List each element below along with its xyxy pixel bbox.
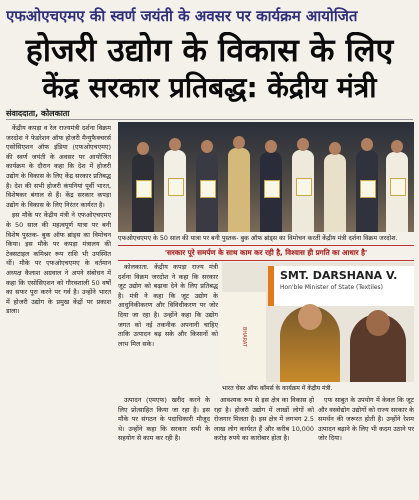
- book-plaque: [200, 180, 216, 198]
- lead-paragraph-2: इस मौके पर केंद्रीय मंत्री ने एफओएचएमए के 50 साल की महत्वपूर्ण यात्रा पर बनी विशेष पुस्तक- बुक ऑफ ब्रांड्स का विमोचन किया। इस मौके पर कपड़ा मंत्रालय की टेक्सटाइल कमिश्नर रूप राशि भी उपस्थित थीं। मौके पर एफओएचएमए के वर्तमान अध्यक्ष कैलाश अग्रवाल ने अपने संबोधन में कहा कि एसोसिएशन को गौरवशाली 50 वर्षों का सफर पूरा करने पर गर्व है। उन्होंने भारत में होजरी उद्योग के प्रमुख केंद्रों पर प्रकाश डाला।: [6, 211, 111, 316]
- minister-event-photo: [222, 262, 414, 382]
- column-a-text: उत्पादन (एमएफ) खरीद करने के लिए प्रोत्साहित किया जा रहा है। इस मौके पर संगठन के पदाधिकारी मौजूद थे। उन्होंने कहा कि सरकार सभी के सहयोग से काम कर रही है।: [118, 396, 210, 443]
- person-figure: [228, 148, 250, 232]
- book-plaque: [168, 178, 184, 196]
- article-column-a: [118, 396, 210, 496]
- column-b-text: आवश्यक रूप से इस क्षेत्र का विकास हो रहा है। होजरी उद्योग में लाखों लोगों को रोजगार मिलता है। इस क्षेत्र में लगभग 2.5 लाख लोग कार्यरत हैं और करीब 10,000 करोड़ रुपये का कारोबार होता है।: [214, 396, 314, 443]
- jute-paragraph: कोलकाता. केंद्रीय कपड़ा राज्य मंत्री दर्शना विक्रम जरदोश ने कहा कि सरकार जूट उद्योग को बढ़ावा देने के लिए प्रतिबद्ध है। मंत्री ने कहा कि जूट उद्योग के आधुनिकीकरण और विविधीकरण पर जोर दिया जा रहा है। उन्होंने कहा कि उद्योग जगत को नई तकनीक अपनानी चाहिए ताकि उत्पादन बढ़ सके और किसानों को लाभ मिल सके।: [118, 263, 218, 348]
- official-figure: [350, 314, 406, 382]
- event-banner: [268, 266, 414, 306]
- article-column-b: [214, 396, 314, 496]
- lead-article-column: [6, 124, 111, 494]
- column-c-text: एफ साबुत के उपयोग में केवल कि जूट और वस्त्रोद्योग उद्योगों को राज्य सरकार के समर्थन की जरूरत होती है। उन्होंने रेशम उत्पादन बढ़ाने के लिए भी कदम उठाने पर जोर दिया।: [318, 396, 414, 443]
- byline-divider: [6, 119, 413, 120]
- book-launch-photo: [118, 122, 414, 232]
- lead-paragraph-1: केंद्रीय कपड़ा व रेल राज्यमंत्री दर्शना विक्रम जरदोश ने फेडरेशन ऑफ होजरी मैन्युफैक्चरर्स एसोसिएशन ऑफ इंडिया (एफओएचएमए) की स्वर्ण जयंती के अवसर पर आयोजित कार्यक्रम के दौरान कहा कि देश में होजरी उद्योग के विकास के लिए केंद्र सरकार प्रतिबद्ध है। देश की सभी होजरी कंपनियां पूर्वी भारत, विशेषकर बंगाल से हैं। केंद्र सरकार कपड़ा उद्योग के विकास के लिए निरंतर कार्यरत है।: [6, 124, 111, 209]
- headline-line-1: होजरी उद्योग के विकास के लिए: [25, 32, 394, 68]
- kicker-line: एफओएचएमए की स्वर्ण जयंती के अवसर पर कार्यक्रम आयोजित: [6, 7, 358, 25]
- book-plaque: [390, 178, 406, 196]
- minister-figure: [280, 306, 340, 382]
- byline: संवाददाता, कोलकाता: [6, 109, 70, 118]
- jute-article-column: [118, 263, 218, 393]
- photo-caption-event: भारत चेंबर ऑफ कॉमर्स के कार्यक्रम में केंद्रीय मंत्री.: [222, 385, 333, 392]
- article-column-c: [318, 396, 414, 496]
- headline-line-2: केंद्र सरकार प्रतिबद्ध: केंद्रीय मंत्री: [42, 71, 377, 104]
- book-plaque: [264, 180, 280, 198]
- book-plaque: [360, 180, 376, 198]
- photo-caption-book-launch: एफओएचएमए के 50 साल की यात्रा पर बनी पुस्तक- बुक ऑफ ब्रांड्स का विमोचन करतीं केंद्रीय मंत्री दर्शना विक्रम जरदोश.: [118, 235, 398, 242]
- event-logo-strip: BHARAT: [222, 292, 266, 382]
- banner-title: Hon'ble Minister of State (Textiles): [280, 284, 384, 291]
- book-plaque: [296, 178, 312, 196]
- person-figure: [324, 154, 346, 232]
- banner-name: SMT. DARSHANA V.: [280, 269, 398, 282]
- section-subhead: 'सरकार पूरे समर्पण के साथ काम कर रही है, विश्वास ही प्रगति का आधार है': [118, 245, 414, 261]
- book-plaque: [136, 180, 152, 198]
